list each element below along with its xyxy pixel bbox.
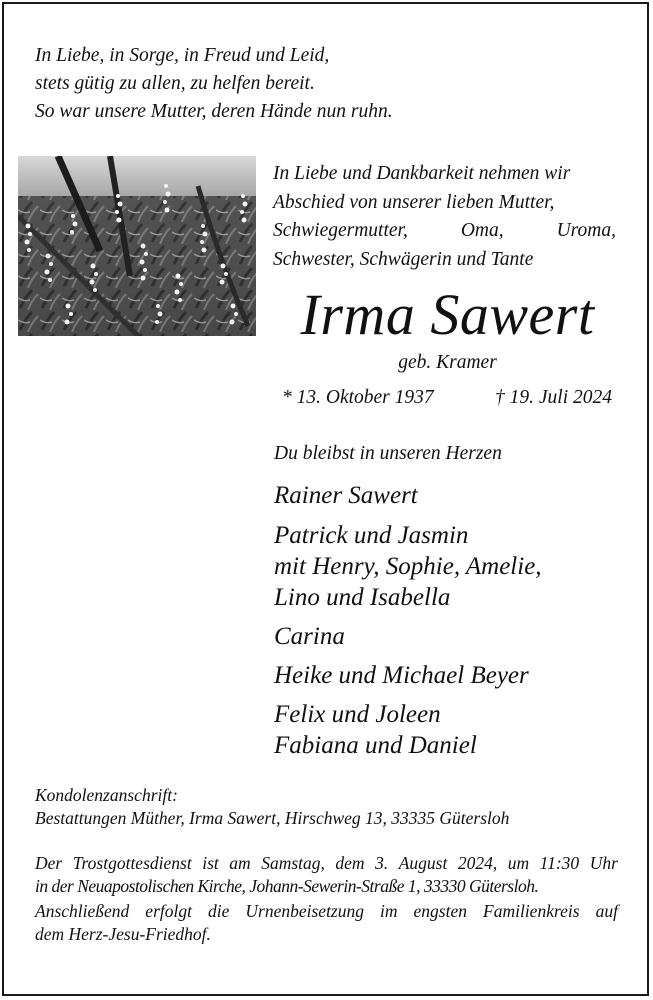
service-word: um — [507, 853, 530, 873]
service-line: dem Herz-Jesu-Friedhof. — [35, 924, 211, 944]
intro-word: Oma, — [460, 220, 504, 241]
mourner-line: Rainer Sawert — [274, 482, 418, 509]
condolence-label: Kondolenzanschrift: — [35, 785, 178, 805]
service-word: Der — [35, 853, 63, 873]
service-word: am — [229, 853, 251, 873]
mourner-group — [274, 621, 345, 652]
intro-line: Abschied von unserer lieben Mutter, — [273, 191, 555, 213]
intro-word: Schwiegermutter, — [273, 220, 408, 241]
service-word: Anschließend — [35, 901, 130, 921]
intro-line: Schwester, Schwägerin und Tante — [273, 248, 534, 270]
intro-line: In Liebe und Dankbarkeit nehmen wir — [273, 163, 571, 184]
deceased-name: Irma Sawert — [300, 282, 595, 347]
life-dates — [282, 384, 612, 412]
service-word: auf — [595, 901, 618, 921]
service-word: Urnenbeisetzung — [245, 901, 364, 921]
service-word: 2024, — [457, 853, 498, 873]
service-word: erfolgt — [145, 901, 192, 921]
mourner-group — [274, 660, 529, 691]
service-word: ist — [202, 853, 219, 873]
mourner-line: Lino und Isabella — [274, 584, 451, 611]
service-word: Uhr — [589, 853, 618, 873]
poem-line: So war unsere Mutter, deren Hände nun ruhn. — [35, 101, 393, 122]
intro-word: Uroma, — [556, 220, 616, 241]
remembrance-line: Du bleibst in unseren Herzen — [274, 443, 502, 464]
mourner-line: mit Henry, Sophie, Amelie, — [274, 553, 542, 580]
mourner-group — [274, 699, 477, 761]
mourner-line: Fabiana und Daniel — [274, 732, 477, 759]
birth-date: * 13. Oktober 1937 — [282, 387, 434, 408]
poem-verse — [35, 42, 393, 126]
service-line — [35, 900, 618, 923]
service-line — [35, 852, 618, 875]
service-word: Familienkreis — [483, 901, 580, 921]
mourner-line: Heike und Michael Beyer — [274, 662, 529, 689]
mourner-group — [274, 480, 418, 511]
service-word: dem — [335, 853, 365, 873]
service-word: 11:30 — [539, 853, 580, 873]
condolence-text: Bestattungen Müther, Irma Sawert, Hirschweg 13, 33335 Gütersloh — [35, 808, 510, 828]
service-word: im — [380, 901, 398, 921]
service-word: Trostgottesdienst — [72, 853, 192, 873]
mourner-line: Carina — [274, 623, 345, 650]
service-line: in der Neuapostolischen Kirche, Johann-Sewerin-Straße 1, 33330 Gütersloh. — [35, 876, 539, 896]
service-word: August — [398, 853, 448, 873]
mourner-group — [274, 520, 542, 613]
condolence-address — [35, 784, 509, 830]
service-word: 3. — [375, 853, 389, 873]
poem-line: stets gütig zu allen, zu helfen bereit. — [35, 73, 315, 94]
service-word: die — [207, 901, 230, 921]
mourner-line: Patrick und Jasmin — [274, 522, 469, 549]
service-word: engsten — [413, 901, 467, 921]
farewell-intro — [273, 160, 616, 274]
flower-field-photo — [18, 156, 256, 336]
service-info — [35, 852, 618, 946]
poem-line: In Liebe, in Sorge, in Freud und Leid, — [35, 45, 330, 66]
intro-line — [273, 217, 616, 246]
mourner-line: Felix und Joleen — [274, 701, 441, 728]
service-word: Samstag, — [261, 853, 325, 873]
maiden-name: geb. Kramer — [398, 352, 497, 373]
death-date: † 19. Juli 2024 — [495, 387, 612, 408]
